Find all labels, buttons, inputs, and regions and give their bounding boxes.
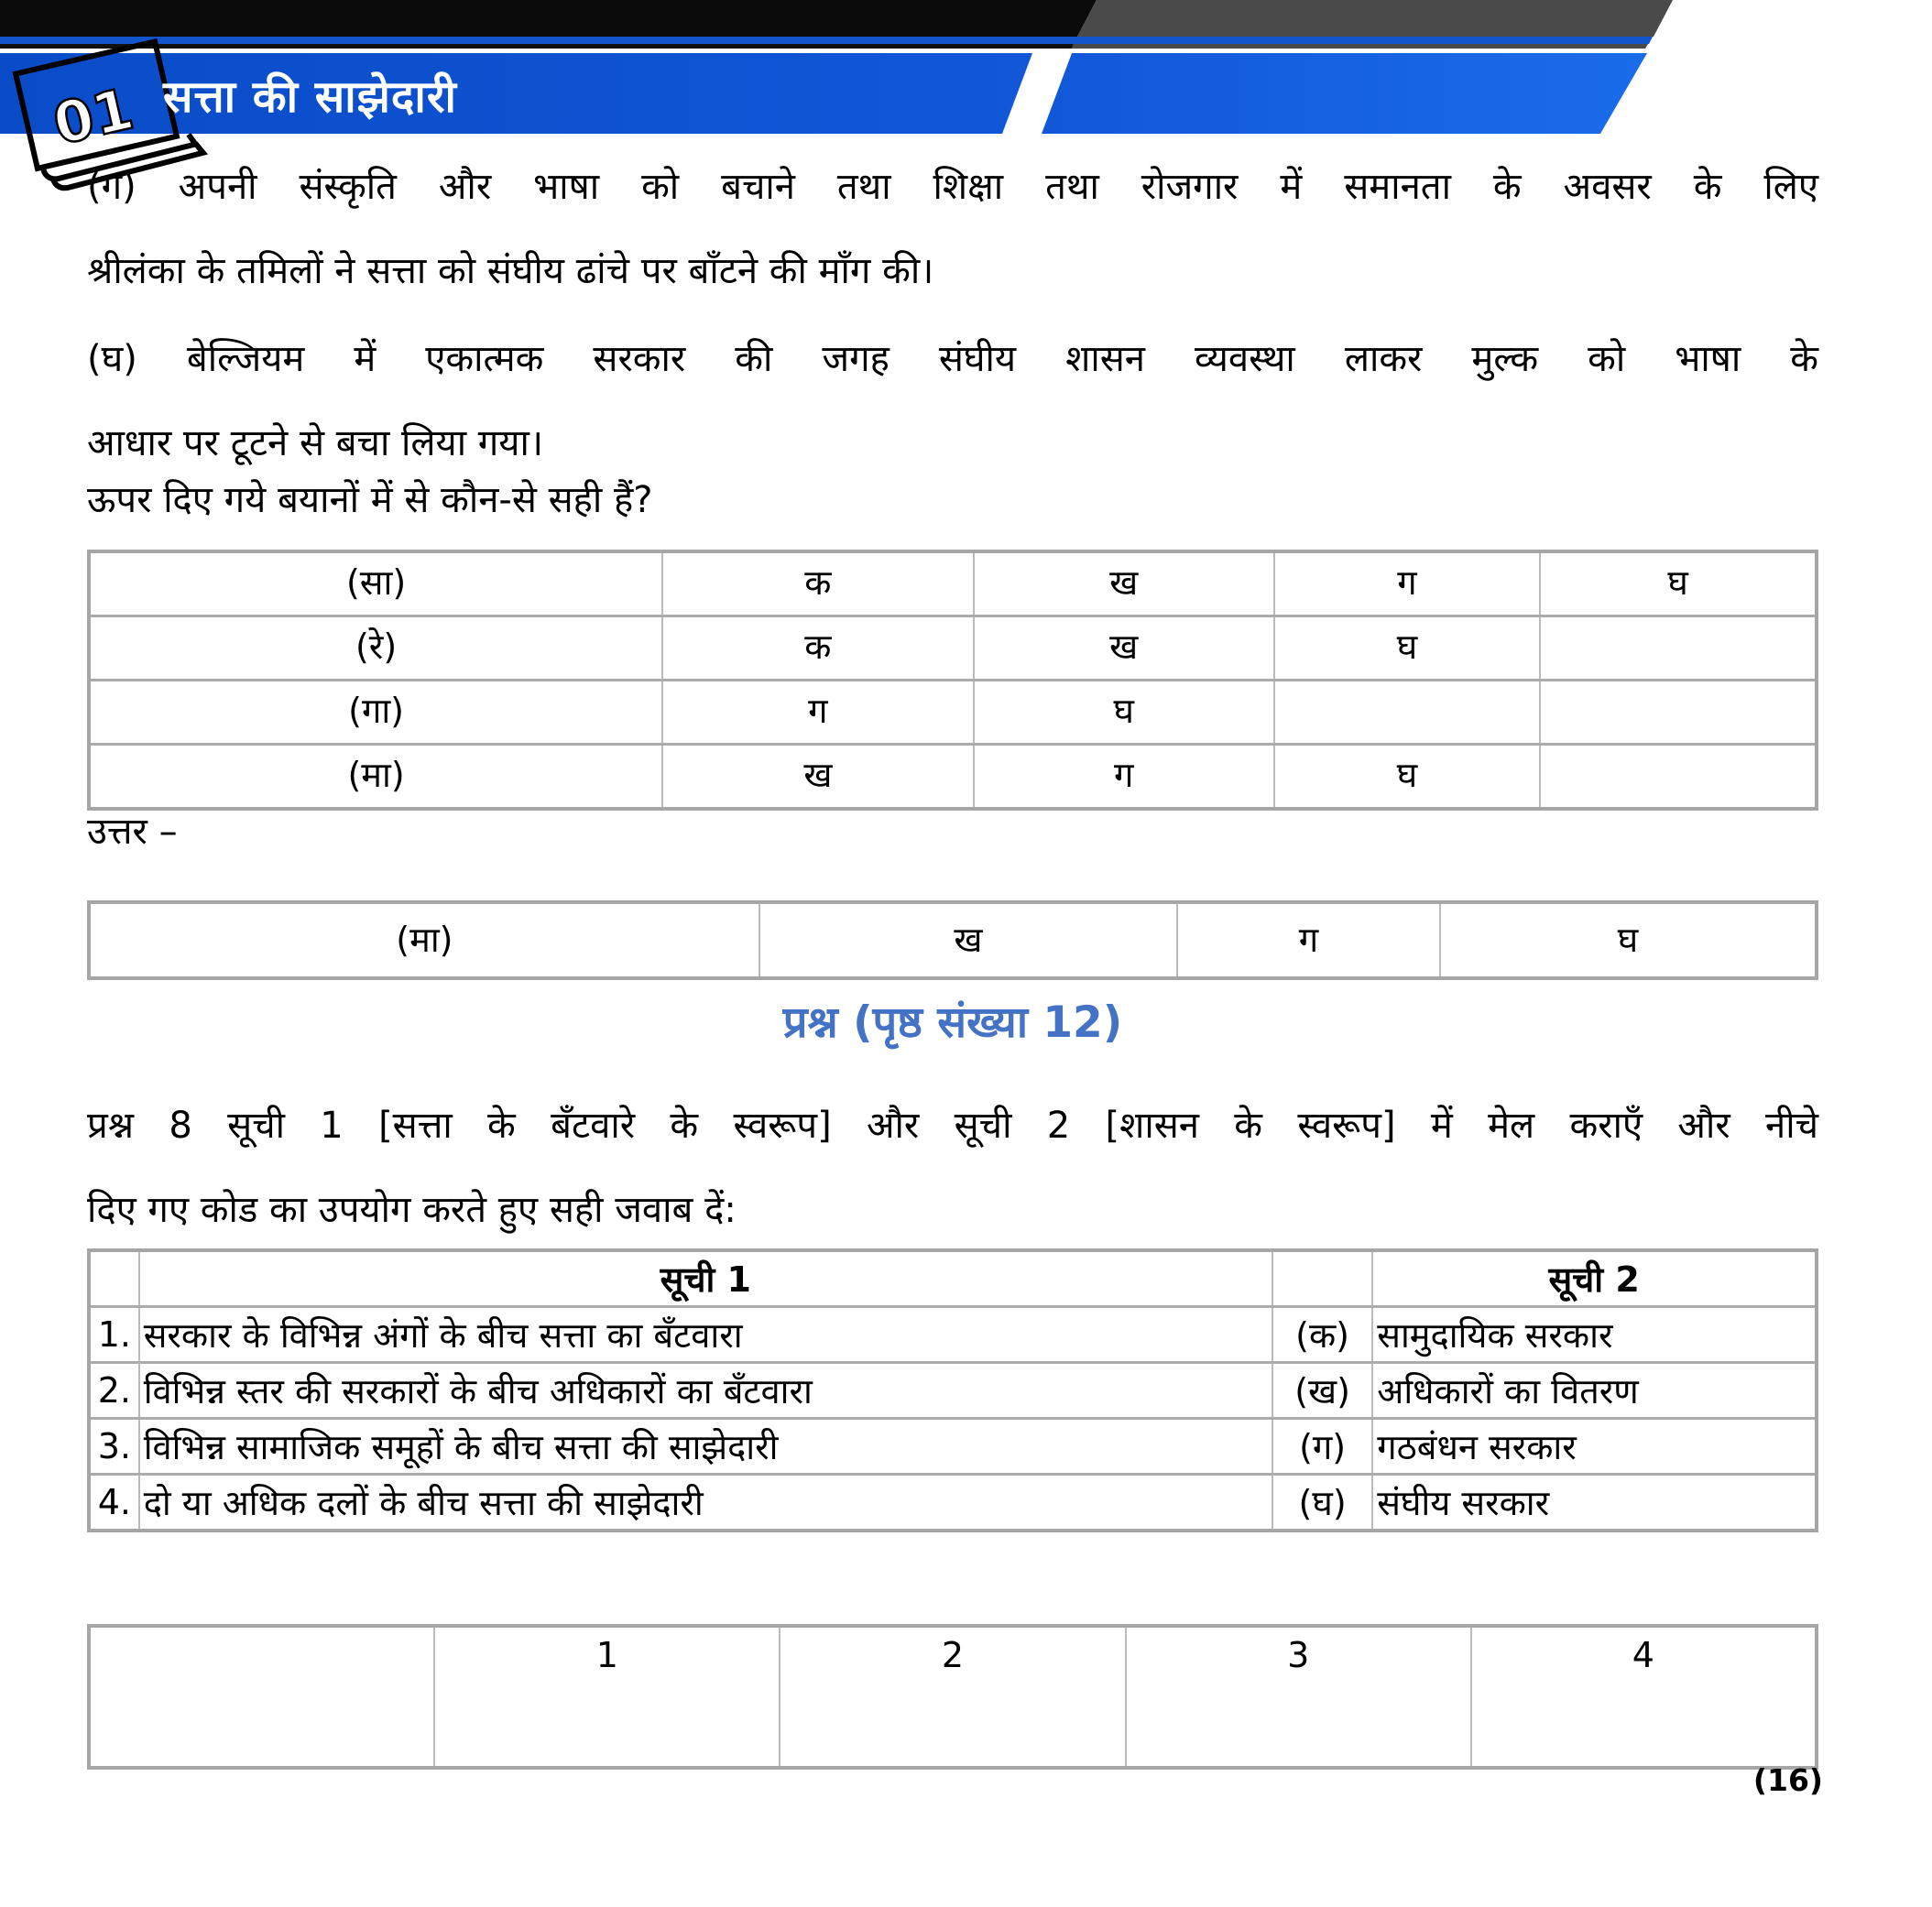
table-cell: ग xyxy=(1274,551,1540,616)
list1-header: सूची 1 xyxy=(139,1250,1272,1307)
statement-ga-line1: (ग) अपनी संस्कृति और भाषा को बचाने तथा शिक्षा तथा रोजगार में समानता के अवसर के लिए xyxy=(87,166,1818,208)
table-row xyxy=(89,1363,1817,1419)
thin-gray-line xyxy=(1072,44,1648,49)
table-cell: सरकार के विभिन्न अंगों के बीच सत्ता का बँटवारा xyxy=(139,1307,1272,1363)
table-cell xyxy=(1540,681,1817,745)
table-cell xyxy=(1540,745,1817,810)
list2-header: सूची 2 xyxy=(1372,1250,1817,1307)
table-row xyxy=(89,1250,1817,1307)
table-cell: दो या अधिक दलों के बीच सत्ता की साझेदारी xyxy=(139,1475,1272,1531)
badge-number: 01 xyxy=(47,74,139,158)
table-cell: (गा) xyxy=(89,681,662,745)
statement-gha-line1: (घ) बेल्जियम में एकात्मक सरकार की जगह संघीय शासन व्यवस्था लाकर मुल्क को भाषा के xyxy=(87,338,1818,380)
top-gray-bar xyxy=(1077,0,1673,37)
page-number: (16) xyxy=(1752,1762,1823,1798)
statement-ga-line2: श्रीलंका के तमिलों ने सत्ता को संघीय ढांचे पर बाँटने की माँग की। xyxy=(87,250,934,292)
code-answer-table xyxy=(87,1624,1818,1770)
table-cell: (सा) xyxy=(89,551,662,616)
table-cell: 4. xyxy=(89,1475,139,1531)
table-cell: घ xyxy=(974,681,1274,745)
table-cell: सामुदायिक सरकार xyxy=(1372,1307,1817,1363)
table-cell xyxy=(1272,1250,1372,1307)
table-cell: क xyxy=(662,551,973,616)
table-cell xyxy=(89,1250,139,1307)
table-cell: 1 xyxy=(434,1626,780,1768)
table-cell: ग xyxy=(662,681,973,745)
table-cell: संघीय सरकार xyxy=(1372,1475,1817,1531)
table-cell: 1. xyxy=(89,1307,139,1363)
table-cell xyxy=(1540,616,1817,681)
table-cell: 3. xyxy=(89,1419,139,1475)
table-row xyxy=(89,1307,1817,1363)
table-cell: (क) xyxy=(1272,1307,1372,1363)
table-cell: घ xyxy=(1540,551,1817,616)
table-cell xyxy=(89,1626,434,1768)
question8-line1: प्रश्न 8 सूची 1 [सत्ता के बँटवारे के स्वरूप] और सूची 2 [शासन के स्वरूप] में मेल कराएँ और नीचे xyxy=(87,1105,1818,1147)
table-cell: ख xyxy=(974,551,1274,616)
statement-ga xyxy=(87,145,1818,313)
table-cell: विभिन्न स्तर की सरकारों के बीच अधिकारों का बँटवारा xyxy=(139,1363,1272,1419)
table-cell: 2. xyxy=(89,1363,139,1419)
table-cell: ग xyxy=(1177,902,1440,978)
chapter-title: सत्ता की साझेदारी xyxy=(163,71,457,123)
table-cell: गठबंधन सरकार xyxy=(1372,1419,1817,1475)
table-cell: (ग) xyxy=(1272,1419,1372,1475)
table-row xyxy=(89,681,1817,745)
thin-black-line xyxy=(0,44,1074,49)
table-cell xyxy=(1274,681,1540,745)
table-row xyxy=(89,1626,1817,1768)
table-cell: 2 xyxy=(780,1626,1125,1768)
table-row xyxy=(89,745,1817,810)
table-row xyxy=(89,902,1817,978)
table-cell: ख xyxy=(759,902,1177,978)
section-heading: प्रश्न (पृष्ठ संख्या 12) xyxy=(782,997,1123,1048)
table-cell: (मा) xyxy=(89,745,662,810)
table-cell: 3 xyxy=(1126,1626,1471,1768)
statement-gha-line2: आधार पर टूटने से बचा लिया गया। xyxy=(87,422,544,464)
table-cell: (मा) xyxy=(89,902,759,978)
table-cell: (घ) xyxy=(1272,1475,1372,1531)
answer-table xyxy=(87,900,1818,980)
question8-text xyxy=(87,1084,1818,1252)
answer-label: उत्तर – xyxy=(87,811,178,853)
table-cell: घ xyxy=(1274,745,1540,810)
table-cell: घ xyxy=(1440,902,1817,978)
table-cell: ग xyxy=(974,745,1274,810)
options-table xyxy=(87,550,1818,811)
match-table xyxy=(87,1248,1818,1532)
table-cell: अधिकारों का वितरण xyxy=(1372,1363,1817,1419)
table-cell: 4 xyxy=(1471,1626,1817,1768)
top-black-bar xyxy=(0,0,1097,37)
table-cell: घ xyxy=(1274,616,1540,681)
question8-line2: दिए गए कोड का उपयोग करते हुए सही जवाब दें: xyxy=(87,1189,737,1231)
table-row xyxy=(89,1475,1817,1531)
table-cell: (ख) xyxy=(1272,1363,1372,1419)
table-row xyxy=(89,551,1817,616)
table-cell: (रे) xyxy=(89,616,662,681)
table-row xyxy=(89,1419,1817,1475)
table-row xyxy=(89,616,1817,681)
table-cell: ख xyxy=(662,745,973,810)
table-cell: विभिन्न सामाजिक समूहों के बीच सत्ता की साझेदारी xyxy=(139,1419,1272,1475)
question-text: ऊपर दिए गये बयानों में से कौन-से सही हैं? xyxy=(87,479,653,521)
blue-stripe xyxy=(0,37,1653,44)
table-cell: ख xyxy=(974,616,1274,681)
table-cell: क xyxy=(662,616,973,681)
